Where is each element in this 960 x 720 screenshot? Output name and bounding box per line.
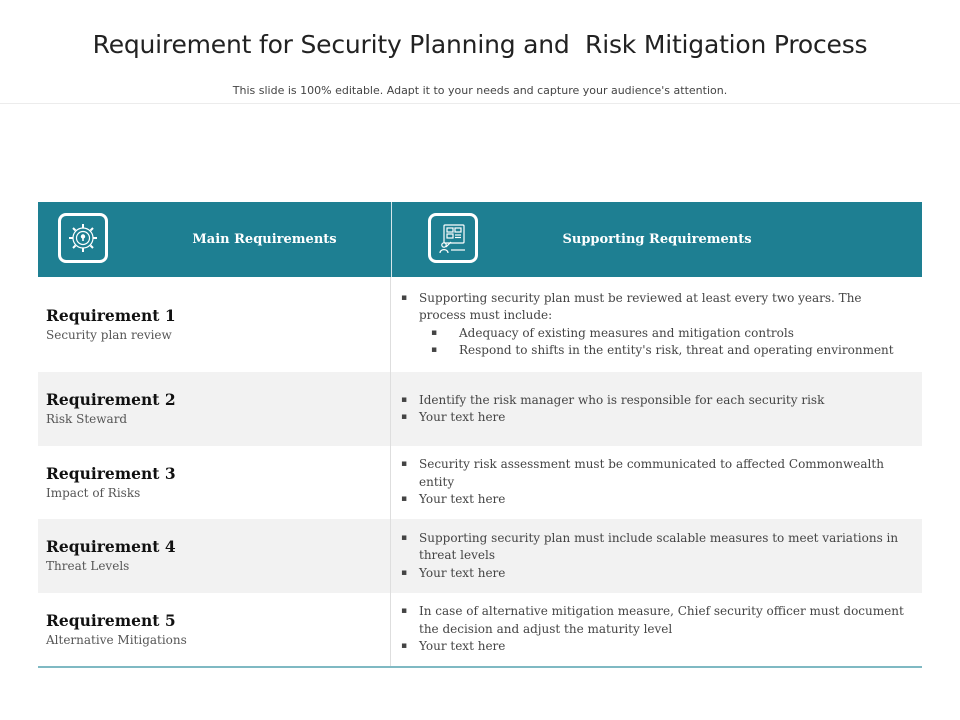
table-header xyxy=(38,202,922,277)
supporting-bullet: ▪ In case of alternative mitigation measure, Chief security officer must document the decision and adjust the maturity level xyxy=(399,603,912,638)
table-row xyxy=(38,372,922,446)
supporting-bullet: ▪ Your text here xyxy=(399,409,912,427)
header-supporting-requirements xyxy=(392,202,922,277)
table-row xyxy=(38,593,922,666)
header-supporting-label: Supporting Requirements xyxy=(562,232,752,247)
header-main-label: Main Requirements xyxy=(192,232,337,247)
gear-lock-icon xyxy=(58,213,108,263)
supporting-list xyxy=(399,392,912,427)
supporting-list xyxy=(399,456,912,509)
supporting-list xyxy=(399,603,912,656)
main-requirement-cell xyxy=(38,446,391,519)
header-main-requirements xyxy=(38,202,392,277)
table-row xyxy=(38,519,922,593)
requirement-title: Requirement 3 xyxy=(46,463,176,483)
supporting-sub-bullet: ▪ Adequacy of existing measures and mitigation controls xyxy=(429,325,912,343)
presentation-board-icon xyxy=(428,213,478,263)
requirement-subtitle: Threat Levels xyxy=(46,559,130,573)
supporting-sub-bullet: ▪ Respond to shifts in the entity's risk, threat and operating environment xyxy=(429,342,912,360)
supporting-requirement-cell xyxy=(391,372,922,446)
requirement-subtitle: Alternative Mitigations xyxy=(46,632,187,647)
requirement-subtitle: Impact of Risks xyxy=(46,485,141,500)
requirement-title: Requirement 2 xyxy=(46,390,176,409)
page-title: Requirement for Security Planning and Risk Mitigation Process xyxy=(92,30,868,59)
supporting-requirement-cell xyxy=(391,446,922,519)
requirement-subtitle: Security plan review xyxy=(46,327,172,342)
table-row xyxy=(38,277,922,372)
supporting-bullet: ▪ Identify the risk manager who is responsible for each security risk xyxy=(399,392,912,410)
supporting-bullet: ▪ Security risk assessment must be communicated to affected Commonwealth entity xyxy=(399,456,912,491)
requirement-title: Requirement 1 xyxy=(46,305,176,325)
requirements-table xyxy=(38,202,922,668)
main-requirement-cell xyxy=(38,277,391,372)
requirement-title: Requirement 4 xyxy=(46,537,176,556)
supporting-requirement-cell xyxy=(391,519,922,593)
supporting-list xyxy=(399,290,912,325)
supporting-bullet: ▪ Your text here xyxy=(399,638,912,656)
main-requirement-cell xyxy=(38,372,391,446)
supporting-bullet: ▪ Your text here xyxy=(399,565,912,583)
supporting-requirement-cell xyxy=(391,277,922,372)
requirement-title: Requirement 5 xyxy=(46,610,176,630)
table-row xyxy=(38,446,922,519)
supporting-list xyxy=(399,530,912,583)
supporting-bullet: ▪ Supporting security plan must be reviewed at least every two years. The process must include: xyxy=(399,290,912,325)
supporting-sub-list xyxy=(429,325,912,360)
supporting-bullet: ▪ Your text here xyxy=(399,491,912,509)
requirement-subtitle: Risk Steward xyxy=(46,412,128,426)
page-subtitle: This slide is 100% editable. Adapt it to your needs and capture your audience's attention. xyxy=(232,84,728,97)
main-requirement-cell xyxy=(38,519,391,593)
supporting-requirement-cell xyxy=(391,593,922,666)
supporting-bullet: ▪ Supporting security plan must include scalable measures to meet variations in threat levels xyxy=(399,530,912,565)
header-divider xyxy=(0,103,960,104)
main-requirement-cell xyxy=(38,593,391,666)
